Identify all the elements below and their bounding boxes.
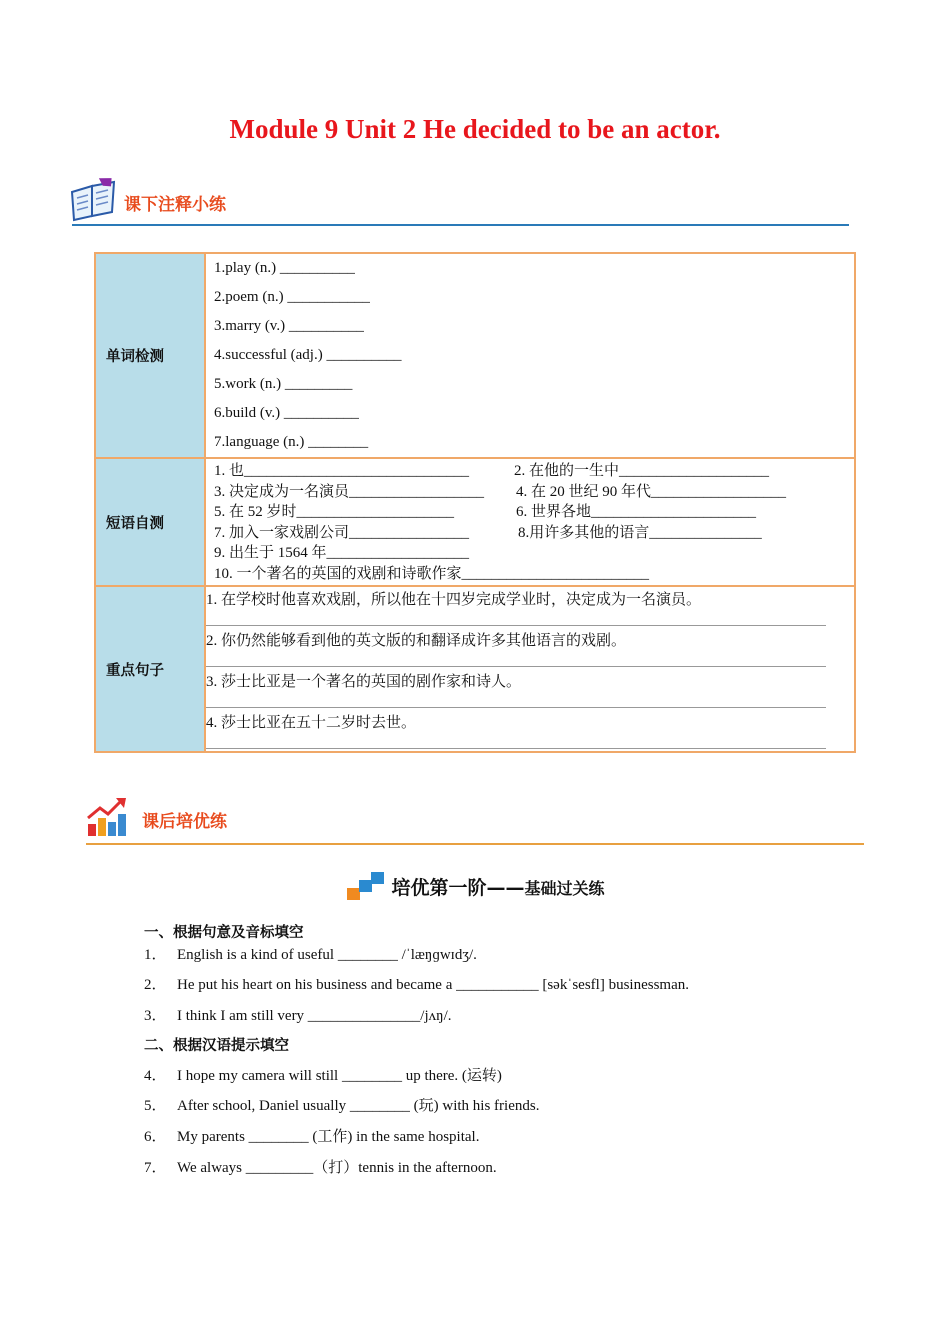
- stage-heading: [0, 870, 950, 907]
- section-divider-practice: [86, 843, 864, 845]
- answer-line: [206, 693, 826, 708]
- growth-chart-icon: [86, 796, 128, 843]
- phrases-label: 短语自测: [96, 459, 206, 587]
- drill-table: [94, 252, 856, 753]
- vocab-item: 5.work (n.) _________: [214, 376, 353, 392]
- section-label-notes: 课下注释小练: [124, 195, 226, 215]
- vocab-item: 2.poem (n.) ___________: [214, 289, 370, 305]
- stage-sub: 基础过关练: [524, 879, 605, 898]
- vocab-item: 7.language (n.) ________: [214, 434, 369, 450]
- answer-line: [206, 611, 826, 626]
- sentence-item: 2. 你仍然能够看到他的英文版的和翻译成许多其他语言的戏剧。: [206, 633, 627, 649]
- sentence-item: 1. 在学校时他喜欢戏剧，所以他在十四岁完成学业时，决定成为一名演员。: [206, 592, 702, 608]
- phrase-item: 9. 出生于 1564 年___________________: [214, 545, 470, 561]
- phrase-item: 2. 在他的一生中____________________: [514, 463, 770, 479]
- phrase-item: 8.用许多其他的语言_______________: [518, 524, 762, 541]
- sentences-row: [96, 587, 854, 751]
- phrase-item: 4. 在 20 世纪 90 年代__________________: [516, 483, 787, 500]
- answer-line: [206, 652, 826, 667]
- part2-heading: 二、根据汉语提示填空: [144, 1038, 289, 1054]
- exercise-item: 2． He put his heart on his business and became a ___________ [səkˈsesfl] businessman.: [144, 977, 689, 993]
- exercise-item: 4． I hope my camera will still ________ up there. (运转): [144, 1068, 502, 1084]
- section-divider-notes: [72, 224, 849, 226]
- vocab-item: 4.successful (adj.) __________: [214, 347, 402, 363]
- part1-heading: 一、根据句意及音标填空: [144, 925, 304, 941]
- exercise-item: 5． After school, Daniel usually ________ (玩) with his friends.: [144, 1098, 540, 1114]
- phrases-row: [96, 459, 854, 587]
- section-label-practice: 课后培优练: [142, 812, 227, 832]
- phrase-item: 10. 一个著名的英国的戏剧和诗歌作家_________________________: [214, 565, 650, 582]
- stage-dash: ——: [486, 877, 525, 899]
- exercise-item: 3． I think I am still very _______________/jʌŋ/.: [144, 1008, 452, 1024]
- phrase-item: 1. 也______________________________: [214, 463, 470, 479]
- vocab-item: 1.play (n.) __________: [214, 260, 355, 276]
- sentence-item: 3. 莎士比亚是一个著名的英国的剧作家和诗人。: [206, 674, 522, 690]
- exercise-item: 1． English is a kind of useful ________ /ˈlæŋɡwɪdʒ/.: [144, 947, 477, 963]
- book-icon: [68, 178, 118, 227]
- stairs-icon: [345, 870, 387, 907]
- vocab-item: 6.build (v.) __________: [214, 405, 359, 421]
- exercise-item: 6． My parents ________ (工作) in the same hospital.: [144, 1129, 480, 1145]
- sentence-item: 4. 莎士比亚在五十二岁时去世。: [206, 715, 417, 731]
- vocab-item: 3.marry (v.) __________: [214, 318, 364, 334]
- stage-main: 培优第一阶: [391, 877, 487, 899]
- page-title: Module 9 Unit 2 He decided to be an actor.: [229, 114, 721, 144]
- sentences-label: 重点句子: [96, 587, 206, 751]
- section-header-practice: [86, 796, 227, 843]
- exercise-item: 7． We always _________（打）tennis in the afternoon.: [144, 1160, 497, 1176]
- phrase-item: 7. 加入一家戏剧公司________________: [214, 524, 470, 541]
- phrase-item: 3. 决定成为一名演员__________________: [214, 483, 485, 500]
- vocab-label: 单词检测: [96, 254, 206, 459]
- vocab-row: [96, 254, 854, 459]
- answer-line: [206, 734, 826, 749]
- phrase-item: 6. 世界各地______________________: [516, 504, 757, 520]
- section-header-notes: [68, 178, 226, 227]
- phrase-item: 5. 在 52 岁时_____________________: [214, 504, 455, 520]
